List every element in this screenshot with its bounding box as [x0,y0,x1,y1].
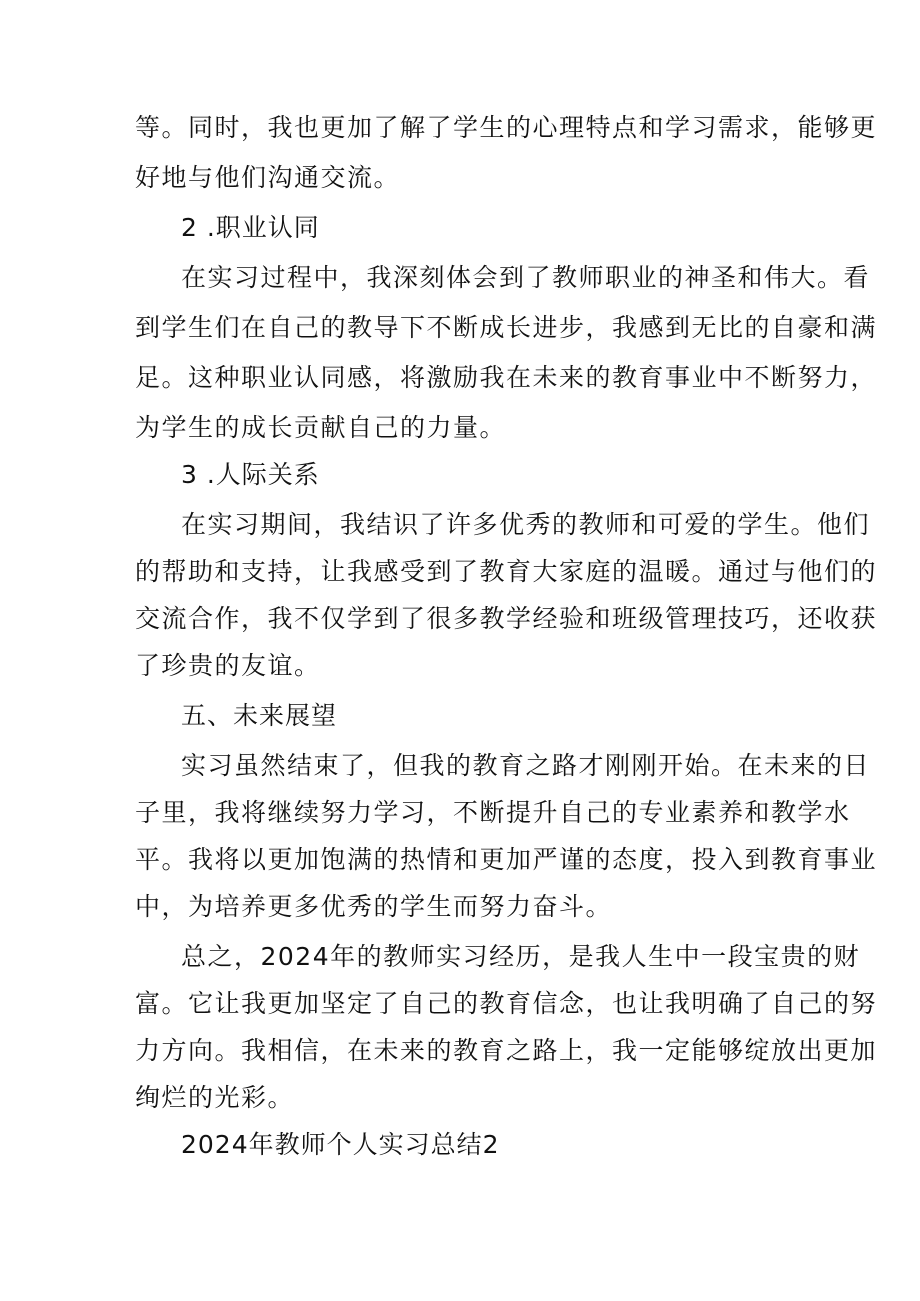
para-future-line-1: 实习虽然结束了，但我的教育之路才刚刚开始。在未来的日 [181,751,871,780]
para-future-line-4: 中，为培养更多优秀的学生而努力奋斗。 [135,892,613,921]
next-section-title: 2024年教师个人实习总结2 [181,1130,500,1159]
para-identity-line-3: 足。这种职业认同感，将激励我在未来的教育事业中不断努力， [135,363,878,392]
para-future-line-3: 平。我将以更加饱满的热情和更加严谨的态度，投入到教育事业 [135,845,878,874]
para-conclusion-line-2: 富。它让我更加坚定了自己的教育信念，也让我明确了自己的努 [135,989,878,1018]
para-conclusion-line-3: 力方向。我相信，在未来的教育之路上，我一定能够绽放出更加 [135,1036,878,1065]
para-relations-line-4: 了珍贵的友谊。 [135,651,321,680]
para-identity-line-4: 为学生的成长贡献自己的力量。 [135,413,507,442]
para-intro-line-1: 等。同时，我也更加了解了学生的心理特点和学习需求，能够更 [135,113,878,142]
para-relations-line-3: 交流合作，我不仅学到了很多教学经验和班级管理技巧，还收获 [135,604,878,633]
para-relations-line-1: 在实习期间，我结识了许多优秀的教师和可爱的学生。他们 [181,510,871,539]
para-identity-line-2: 到学生们在自己的教导下不断成长进步，我感到无比的自豪和满 [135,313,878,342]
para-conclusion-line-1: 总之，2024年的教师实习经历，是我人生中一段宝贵的财 [181,942,861,971]
section-heading-professional-identity: 2 .职业认同 [181,213,320,242]
para-relations-line-2: 的帮助和支持，让我感受到了教育大家庭的温暖。通过与他们的 [135,557,878,586]
section-heading-future: 五、未来展望 [181,701,338,730]
para-conclusion-line-4: 绚烂的光彩。 [135,1083,295,1112]
para-identity-line-1: 在实习过程中，我深刻体会到了教师职业的神圣和伟大。看 [181,263,871,292]
section-heading-relations: 3 .人际关系 [181,460,320,489]
para-intro-line-2: 好地与他们沟通交流。 [135,163,401,192]
para-future-line-2: 子里，我将继续努力学习，不断提升自己的专业素养和教学水 [135,798,851,827]
